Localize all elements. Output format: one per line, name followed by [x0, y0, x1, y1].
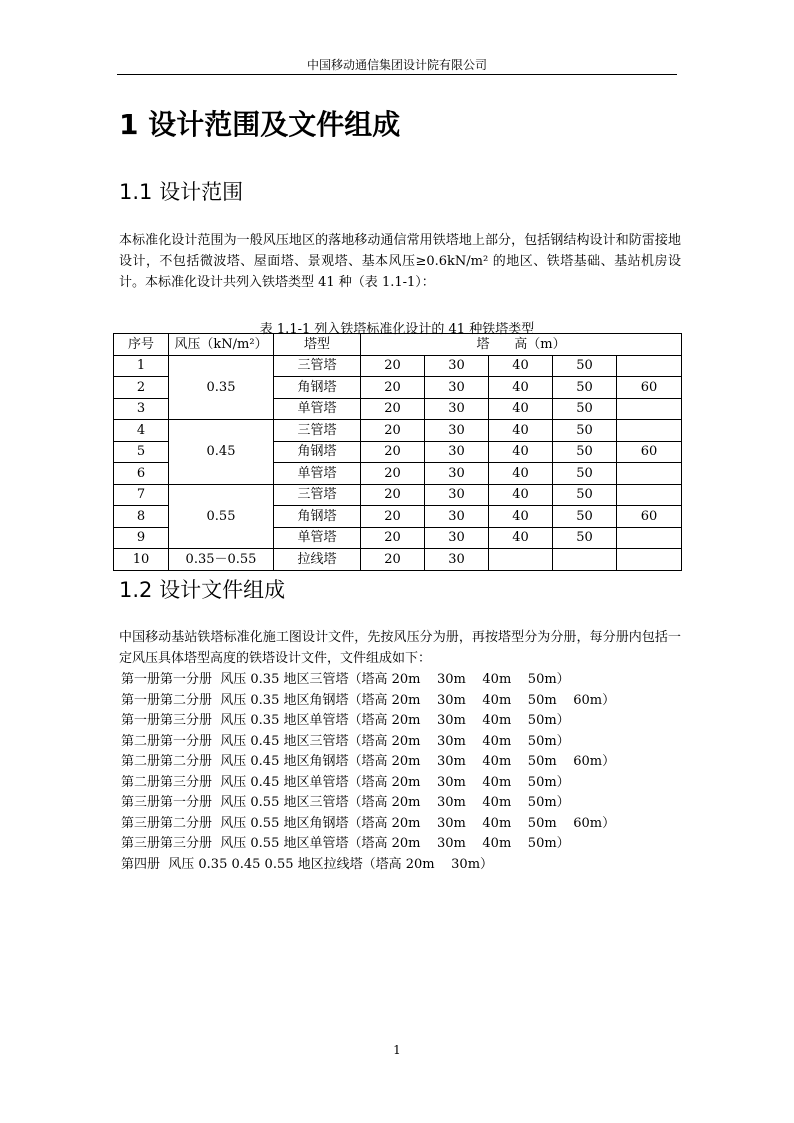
cell-height: 50 — [553, 484, 617, 506]
cell-height: 30 — [425, 420, 489, 442]
table-header-row — [114, 334, 682, 356]
cell-height — [617, 463, 682, 485]
cell-height: 40 — [489, 420, 553, 442]
cell-height: 30 — [425, 355, 489, 377]
cell-height — [617, 549, 682, 571]
cell-height: 20 — [361, 377, 425, 399]
cell-height: 40 — [489, 355, 553, 377]
cell-type: 角钢塔 — [274, 377, 361, 399]
list-item: 第三册第二分册 风压 0.55 地区角钢塔（塔高 20m 30m 40m 50m 60m） — [121, 815, 616, 831]
cell-height: 60 — [617, 377, 682, 399]
cell-height: 30 — [425, 441, 489, 463]
volume-list — [121, 670, 615, 875]
list-item: 第一册第二分册 风压 0.35 地区角钢塔（塔高 20m 30m 40m 50m 60m） — [121, 692, 616, 708]
cell-height: 50 — [553, 463, 617, 485]
section-1-1-title: 1.1 设计范围 — [119, 180, 244, 204]
cell-height: 40 — [489, 506, 553, 528]
cell-height: 40 — [489, 463, 553, 485]
cell-height: 40 — [489, 441, 553, 463]
section-1-1-intro: 本标准化设计范围为一般风压地区的落地移动通信常用铁塔地上部分，包括钢结构设计和防雷接地设计，不包括微波塔、屋面塔、景观塔、基本风压≥0.6kN/m² 的地区、铁塔基础、基站机房设计。本标准化设计共列入铁塔类型 41 种（表 1.1-1）： — [119, 233, 681, 290]
cell-height: 20 — [361, 527, 425, 549]
cell-no: 1 — [114, 355, 169, 377]
cell-height: 60 — [617, 441, 682, 463]
cell-height: 50 — [553, 527, 617, 549]
cell-no: 6 — [114, 463, 169, 485]
cell-type: 单管塔 — [274, 527, 361, 549]
cell-height: 50 — [553, 355, 617, 377]
cell-height: 50 — [553, 377, 617, 399]
header-pressure: 风压（kN/m²） — [169, 334, 274, 356]
cell-height — [617, 484, 682, 506]
cell-no: 4 — [114, 420, 169, 442]
cell-height — [617, 355, 682, 377]
list-item: 第二册第一分册 风压 0.45 地区三管塔（塔高 20m 30m 40m 50m） — [121, 733, 570, 749]
list-item: 第三册第三分册 风压 0.55 地区单管塔（塔高 20m 30m 40m 50m） — [121, 836, 570, 851]
cell-height: 30 — [425, 506, 489, 528]
cell-type: 拉线塔 — [274, 549, 361, 571]
cell-height: 40 — [489, 377, 553, 399]
cell-height: 20 — [361, 484, 425, 506]
cell-height — [617, 527, 682, 549]
cell-no: 5 — [114, 441, 169, 463]
cell-pressure: 0.55 — [169, 484, 274, 549]
list-item: 第四册 风压 0.35 0.45 0.55 地区拉线塔（塔高 20m 30m） — [121, 856, 494, 872]
cell-height: 20 — [361, 463, 425, 485]
cell-type: 单管塔 — [274, 398, 361, 420]
cell-pressure: 0.45 — [169, 420, 274, 485]
list-item: 第三册第一分册 风压 0.55 地区三管塔（塔高 20m 30m 40m 50m） — [121, 795, 570, 810]
section-1-2-title: 1.2 设计文件组成 — [119, 578, 286, 602]
cell-height: 30 — [425, 398, 489, 420]
cell-height: 20 — [361, 549, 425, 571]
list-item: 第一册第一分册 风压 0.35 地区三管塔（塔高 20m 30m 40m 50m） — [121, 672, 570, 687]
cell-height: 40 — [489, 527, 553, 549]
list-item: 第二册第三分册 风压 0.45 地区单管塔（塔高 20m 30m 40m 50m） — [121, 774, 570, 790]
cell-height: 50 — [553, 506, 617, 528]
header-rule — [117, 74, 677, 75]
cell-type: 单管塔 — [274, 463, 361, 485]
cell-type: 角钢塔 — [274, 506, 361, 528]
cell-height: 20 — [361, 398, 425, 420]
cell-no: 7 — [114, 484, 169, 506]
cell-height: 60 — [617, 506, 682, 528]
cell-height: 50 — [553, 420, 617, 442]
cell-height: 20 — [361, 420, 425, 442]
cell-height — [489, 549, 553, 571]
cell-height: 40 — [489, 398, 553, 420]
cell-height: 30 — [425, 549, 489, 571]
cell-height: 40 — [489, 484, 553, 506]
cell-height — [617, 420, 682, 442]
section-1-2-intro: 中国移动基站铁塔标准化施工图设计文件，先按风压分为册，再按塔型分为分册，每分册内包括一定风压具体塔型高度的铁塔设计文件，文件组成如下： — [119, 630, 681, 666]
header-org-name: 中国移动通信集团设计院有限公司 — [306, 58, 487, 72]
table-caption: 表 1.1-1 列入铁塔标准化设计的 41 种铁塔类型 — [259, 322, 535, 337]
cell-no: 3 — [114, 398, 169, 420]
table-row — [114, 420, 682, 442]
table-row — [114, 549, 682, 571]
cell-height: 20 — [361, 441, 425, 463]
cell-height: 20 — [361, 355, 425, 377]
cell-pressure: 0.35 — [169, 355, 274, 420]
cell-type: 三管塔 — [274, 484, 361, 506]
chapter-title: 1 设计范围及文件组成 — [119, 108, 401, 141]
cell-no: 10 — [114, 549, 169, 571]
list-item: 第二册第二分册 风压 0.45 地区角钢塔（塔高 20m 30m 40m 50m 60m） — [121, 754, 616, 769]
table-row — [114, 484, 682, 506]
cell-height: 50 — [553, 441, 617, 463]
tower-types-table — [113, 333, 682, 571]
cell-pressure: 0.35－0.55 — [169, 549, 274, 571]
header-no: 序号 — [114, 334, 169, 356]
page-number: 1 — [393, 1043, 401, 1057]
cell-no: 8 — [114, 506, 169, 528]
header-height: 塔 高（m） — [361, 334, 682, 356]
list-item: 第一册第三分册 风压 0.35 地区单管塔（塔高 20m 30m 40m 50m） — [121, 713, 570, 728]
cell-no: 9 — [114, 527, 169, 549]
cell-type: 角钢塔 — [274, 441, 361, 463]
cell-height: 30 — [425, 463, 489, 485]
cell-height: 30 — [425, 377, 489, 399]
cell-no: 2 — [114, 377, 169, 399]
cell-type: 三管塔 — [274, 420, 361, 442]
cell-height: 20 — [361, 506, 425, 528]
cell-height — [553, 549, 617, 571]
cell-height: 50 — [553, 398, 617, 420]
cell-height — [617, 398, 682, 420]
cell-height: 30 — [425, 484, 489, 506]
cell-type: 三管塔 — [274, 355, 361, 377]
table-row — [114, 355, 682, 377]
cell-height: 30 — [425, 527, 489, 549]
header-type: 塔型 — [274, 334, 361, 356]
